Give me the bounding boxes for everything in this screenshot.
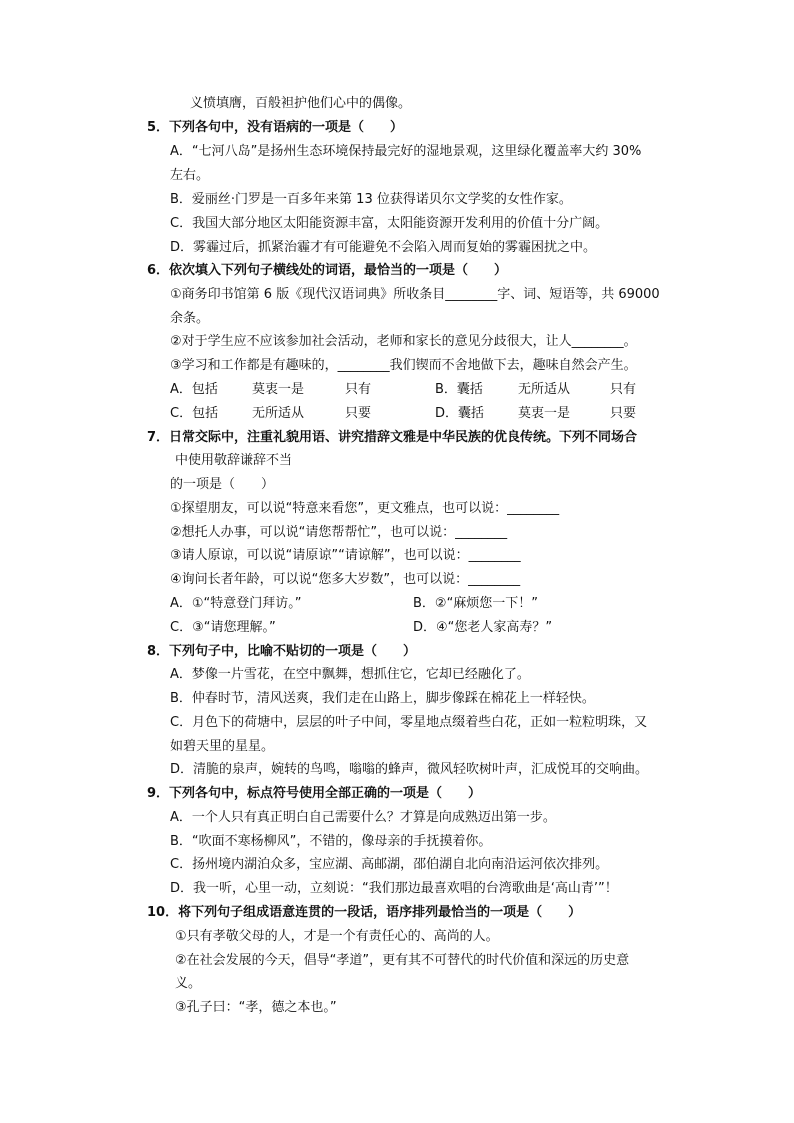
q7-option-b: B．②“麻烦您一下！” (413, 596, 539, 611)
question-10-stem: 10．将下列句子组成语意连贯的一段话，语序排列最恰当的一项是（ ） (147, 905, 582, 920)
question-7-stem-cont-1: 中使用敬辞谦辞不当 (175, 453, 293, 468)
q6-option-b-word-3: 只有 (610, 382, 637, 397)
q7-sentence-3: ③请人原谅，可以说“请原谅”“请谅解”，也可以说：________ (170, 548, 521, 563)
q5-option-b: B．爱丽丝·门罗是一百多年来第 13 位获得诺贝尔文学奖的女性作家。 (170, 192, 572, 207)
q10-sentence-3: ③孔子曰：“孝，德之本也。” (175, 1000, 337, 1015)
q9-option-b: B．“吹面不寒杨柳风”，不错的，像母亲的手抚摸着你。 (170, 834, 492, 849)
question-9-stem: 9．下列各句中，标点符号使用全部正确的一项是（ ） (147, 786, 482, 801)
question-5-stem: 5．下列各句中，没有语病的一项是（ ） (147, 120, 404, 135)
q6-option-d-word-3: 只要 (610, 406, 637, 421)
q9-option-a: A．一个人只有真正明白自己需要什么？才算是向成熟迈出第一步。 (170, 810, 556, 825)
question-7-stem-cont-2: 的一项是（ ） (170, 477, 275, 492)
q9-option-d: D．我一听，心里一动，立刻说：“我们那边最喜欢唱的台湾歌曲是‘高山青’”！ (170, 881, 618, 896)
q5-option-a-cont: 左右。 (170, 168, 210, 183)
q5-option-d: D．雾霾过后，抓紧治霾才有可能避免不会陷入周而复始的雾霾困扰之中。 (170, 240, 597, 255)
q8-option-d: D．清脆的泉声，婉转的鸟鸣，嗡嗡的蜂声，微风轻吹树叶声，汇成悦耳的交响曲。 (170, 762, 649, 777)
continuation-line: 义愤填膺，百般袒护他们心中的偶像。 (190, 96, 412, 111)
q7-option-a: A．①“特意登门拜访。” (170, 596, 302, 611)
q6-option-c-label: C．包括 (170, 406, 219, 421)
question-6-stem: 6．依次填入下列句子横线处的词语，最恰当的一项是（ ） (147, 263, 508, 278)
q6-sentence-3: ③学习和工作都是有趣味的，________我们锲而不舍地做下去，趣味自然会产生。 (170, 358, 637, 373)
q6-option-a-label: A．包括 (170, 382, 218, 397)
q6-option-b-label: B．囊括 (435, 382, 483, 397)
q8-option-a: A．梦像一片雪花，在空中飘舞，想抓住它，它却已经融化了。 (170, 667, 530, 682)
q6-sentence-1-cont: 余条。 (170, 311, 210, 326)
question-7-stem: 7．日常交际中，注重礼貌用语、讲究措辞文雅是中华民族的优良传统。下列不同场合 (147, 430, 638, 445)
q8-option-c: C．月色下的荷塘中，层层的叶子中间，零星地点缀着些白花，正如一粒粒明珠，又 (170, 715, 648, 730)
q6-option-d-label: D．囊括 (435, 406, 485, 421)
q5-option-a: A．“七河八岛”是扬州生态环境保持最完好的湿地景观，这里绿化覆盖率大约 30% (170, 144, 642, 159)
q6-option-d-word-2: 莫衷一是 (518, 406, 571, 421)
q6-option-a-word-3: 只有 (345, 382, 372, 397)
q7-option-c: C．③“请您理解。” (170, 620, 276, 635)
q8-option-b: B．仲春时节，清风送爽，我们走在山路上，脚步像踩在棉花上一样轻快。 (170, 691, 595, 706)
question-8-stem: 8．下列句子中，比喻不贴切的一项是（ ） (147, 644, 417, 659)
q6-option-c-word-3: 只要 (345, 406, 372, 421)
q6-option-c-word-2: 无所适从 (252, 406, 305, 421)
q7-sentence-2: ②想托人办事，可以说“请您帮帮忙”，也可以说：________ (170, 525, 508, 540)
q9-option-c: C．扬州境内湖泊众多，宝应湖、高邮湖，邵伯湖自北向南沿运河依次排列。 (170, 857, 609, 872)
q7-option-d: D．④“您老人家高寿？” (413, 620, 553, 635)
q7-sentence-4: ④询问长者年龄，可以说“您多大岁数”，也可以说：________ (170, 572, 521, 587)
q10-sentence-1: ①只有孝敬父母的人，才是一个有责任心的、高尚的人。 (175, 929, 499, 944)
q6-option-b-word-2: 无所适从 (518, 382, 571, 397)
q10-sentence-2-cont: 义。 (175, 976, 202, 991)
q6-sentence-1: ①商务印书馆第 6 版《现代汉语词典》所收条目________字、词、短语等，共 69000 (170, 287, 660, 302)
q5-option-c: C．我国大部分地区太阳能资源丰富，太阳能资源开发利用的价值十分广阔。 (170, 216, 609, 231)
q8-option-c-cont: 如碧天里的星星。 (170, 739, 275, 754)
q6-option-a-word-2: 莫衷一是 (252, 382, 305, 397)
q6-sentence-2: ②对于学生应不应该参加社会活动，老师和家长的意见分歧很大，让人________。 (170, 334, 637, 349)
q10-sentence-2: ②在社会发展的今天，倡导“孝道”，更有其不可替代的时代价值和深远的历史意 (175, 953, 630, 968)
q7-sentence-1: ①探望朋友，可以说“特意来看您”，更文雅点，也可以说：________ (170, 501, 560, 516)
